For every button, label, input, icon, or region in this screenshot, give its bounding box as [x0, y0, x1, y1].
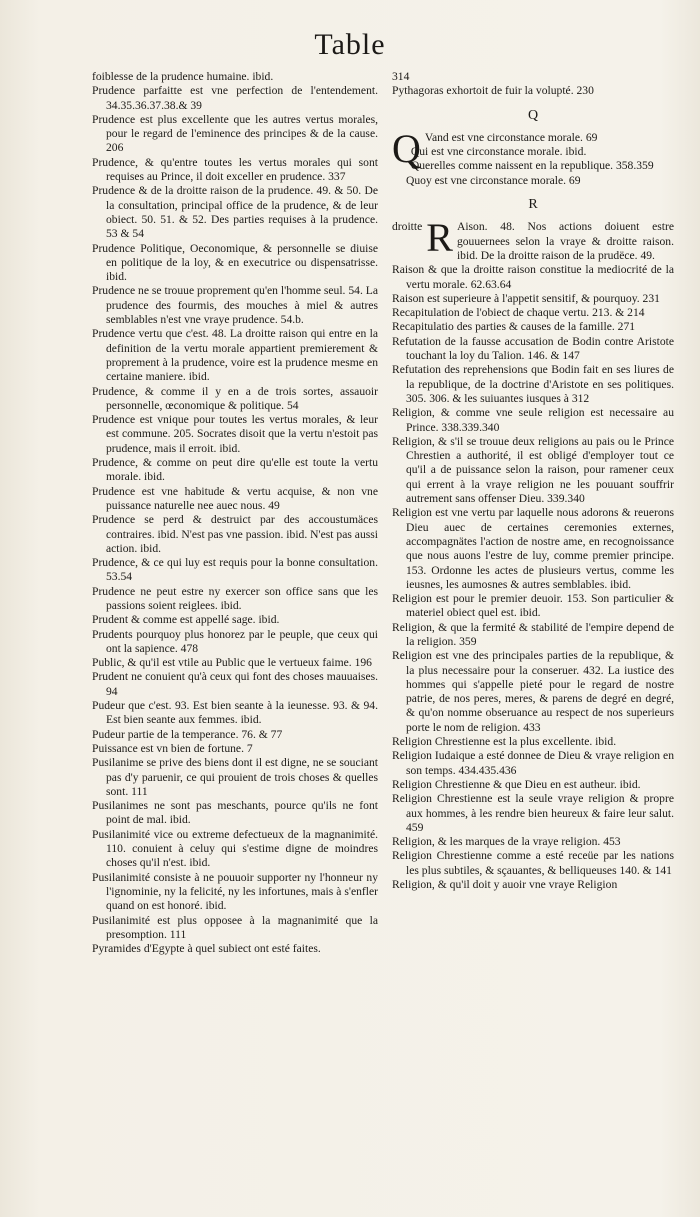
index-entry: Pusilanimité est plus opposee à la magnanimité que la presomption. 111 [92, 913, 378, 941]
index-entry: Prudence ne peut estre ny exercer son office sans que les passions soient reiglees. ibid. [92, 584, 378, 612]
index-entry: Religion est vne des principales parties de la republique, & la plus necessaire pour la conseruer. 432. La iustice des hommes qui s'appelle pieté pour le regard de nostre patrie, de nos peres, meres, & parens de degré en degré, & qu'on nomme obseruance au respect de nos superieurs porte le nom de religion. 433 [392, 649, 674, 734]
r-first-word: droitte [392, 220, 423, 234]
index-entry: Puissance est vn bien de fortune. 7 [92, 741, 253, 755]
index-entry: Prudence, & comme on peut dire qu'elle est toute la vertu morale. ibid. [92, 456, 378, 484]
index-entry: Recapitulation de l'obiect de chaque vertu. 213. & 214 [392, 306, 645, 320]
index-entry: 314 [392, 70, 410, 83]
index-entry: Prudence ne se trouue proprement qu'en l'homme seul. 54. La prudence des fourmis, des mouches à miel & autres semblables n'est vne vraye prudence. 54.b. [92, 284, 378, 327]
page-title: Table [314, 28, 386, 61]
index-entry: Prudence est plus excellente que les autres vertus morales, pour le regard de l'eminence des principes & de la cause. 206 [92, 112, 378, 155]
index-entry: Prudence, & ce qui luy est requis pour la bonne consultation. 53.54 [92, 556, 378, 584]
index-entry: Prudents pourquoy plus honorez par le peuple, que ceux qui ont la sapience. 478 [92, 627, 378, 655]
index-entry: Pudeur partie de la temperance. 76. & 77 [92, 727, 283, 741]
left-column [92, 70, 378, 956]
index-entry: Religion, & s'il se trouue deux religions au pais ou le Prince Chrestien a authorité, il est obligé d'employer tout ce qu'il a de puissance selon la raison, pour ramener ceux qui errent à la vraye religion ne les pouuant souffrir autrement sans offenser Dieu. 339.340 [392, 434, 674, 506]
section-r-entries [392, 215, 674, 892]
index-entry: Pythagoras exhortoit de fuir la volupté. 230 [392, 84, 594, 98]
section-q-entries [392, 125, 674, 188]
index-entry: Querelles comme naissent en la republique. 358.359 [410, 159, 654, 173]
dropcap-r: R [426, 215, 453, 261]
index-entry: Prudence est vnique pour toutes les vertus morales, & leur est commune. 205. Socrates disoit que la vertu n'estoit pas prudence, mais il erroit. ibid. [92, 413, 378, 455]
index-entry: Religion, & comme vne seule religion est necessaire au Prince. 338.339.340 [392, 406, 674, 434]
right-column [392, 70, 674, 892]
index-entry: Prudence, & comme il y en a de trois sortes, assauoir personnelle, œconomique & politique. 54 [92, 384, 378, 412]
index-entry: Pusilanime se prive des biens dont il est digne, ne se souciant pas d'y paruenir, ce qui prouient de trois choses & quelles sont. 111 [92, 756, 378, 798]
index-entry: Prudence, & qu'entre toutes les vertus morales qui sont requises au Prince, il doit exceller en prudence. 337 [92, 155, 378, 184]
index-entry: Pusilanimité vice ou extreme defectueux de la magnanimité. 110. conuient à celuy qui s'estime digne de moindres choses qu'il n'est. ibid. [92, 827, 378, 870]
index-entry: Quoy est vne circonstance morale. 69 [406, 173, 581, 187]
index-entry: Aison. 48. Nos actions doiuent estre gouuernees selon la vraye & droitte raison. ibid. De la droitte raison de la prudëce. 49. [456, 220, 674, 262]
index-entry: Prudence est vne habitude & vertu acquise, & non vne puissance naturelle nee auec nous. 49 [92, 484, 378, 512]
index-entry: Public, & qu'il est vtile au Public que le vertueux faime. 196 [92, 656, 372, 670]
dropcap-q: Q [392, 125, 421, 171]
index-entry: Pusilanimes ne sont pas meschants, pource qu'ils ne font point de mal. ibid. [92, 799, 378, 827]
index-entry: Prudent & comme est appellé sage. ibid. [92, 613, 280, 627]
index-entry: Pudeur que c'est. 93. Est bien seante à la ieunesse. 93. & 94. Est bien seante aux femmes. ibid. [92, 699, 378, 727]
index-entry: Prudence se perd & destruict par des accoustumäces contraires. ibid. N'est pas vne passion. ibid. N'est pas aussi action. ibid. [92, 513, 378, 555]
index-entry: Vand est vne circonstance morale. 69 [424, 130, 598, 144]
index-entry: Recapitulatio des parties & causes de la famille. 271 [392, 320, 636, 334]
index-entry: Religion est pour le premier deuoir. 153. Son particulier & materiel obiect quel est. ibid. [392, 592, 674, 620]
index-entry: Religion Chrestienne & que Dieu en est autheur. ibid. [392, 777, 641, 791]
index-entry: Refutation des reprehensions que Bodin fait en ses liures de la republique, de la doctrine d'Aristote en ses politiques. 305. 306. & les suiuantes iusques à 312 [392, 363, 674, 405]
section-letter-q: Q [527, 107, 539, 123]
section-letter-r: R [528, 197, 538, 213]
index-entry: Religion Iudaique a esté donnee de Dieu & vraye religion en son temps. 434.435.436 [392, 749, 674, 777]
index-entry: Pyramides d'Egypte à quel subiect ont esté faites. [92, 942, 321, 956]
index-entry: Religion Chrestienne est la seule vraye religion & propre aux hommes, à les rendre bien heureux & faire leur salut. 459 [392, 792, 674, 834]
index-entry: Religion, & que la fermité & stabilité de l'empire depend de la religion. 359 [392, 620, 674, 648]
index-entry: Religion, & qu'il doit y auoir vne vraye Religion [392, 878, 618, 892]
index-entry: Raison & que la droitte raison constitue la mediocrité de la vertu morale. 62.63.64 [392, 263, 674, 291]
index-entry: Prudent ne conuient qu'à ceux qui font des choses mauuaises. 94 [92, 670, 378, 698]
index-entry: foiblesse de la prudence humaine. ibid. [92, 70, 274, 83]
index-entry: Religion, & les marques de la vraye religion. 453 [392, 835, 621, 849]
index-entry: Pusilanimité consiste à ne pouuoir supporter ny l'honneur ny l'ignominie, ny la felicité, ny les infortunes, mais à s'enfler quand on est honoré. ibid. [92, 870, 378, 913]
index-entry: Prudence & de la droitte raison de la prudence. 49. & 50. De la consultation, principal office de la prudence, & de leur obiect. 50. 51. & 52. Des parties requises à la prudence. 53 & 54 [92, 184, 378, 241]
index-entry: Qui est vne circonstance morale. ibid. [410, 145, 587, 159]
index-entry: Prudence parfaitte est vne perfection de l'entendement. 34.35.36.37.38.& 39 [92, 84, 378, 112]
index-entry: Prudence vertu que c'est. 48. La droitte raison qui entre en la definition de la vertu morale appartient premierement & proprement à la prudence, voire est la prudence mesme en certaine maniere. ibid. [92, 327, 378, 384]
index-entry: Raison est superieure à l'appetit sensitif, & pourquoy. 231 [392, 291, 660, 305]
index-entry: Religion Chrestienne est la plus excellente. ibid. [392, 735, 617, 749]
index-entry: Religion Chrestienne comme a esté receüe par les nations les plus subtiles, & sçauantes, & belliqueuses 140. & 141 [392, 849, 674, 877]
index-entry: Religion est vne vertu par laquelle nous adorons & reuerons Dieu auec de certaines ceremonies externes, accompagnätes l'action de nostre ame, en recognoissance que nous auons l'estre de luy, comme premier principe. 153. Ordonne les actes de plusieurs vertus, comme les ieusnes, les aumosnes & autres semblables. ibid. [392, 506, 674, 591]
index-entry: Refutation de la fausse accusation de Bodin contre Aristote touchant la loy du Talion. 146. & 147 [392, 334, 674, 363]
index-entry: Prudence Politique, Oeconomique, & personnelle se diuise en politique de la loy, & en executrice ou dispensatrisse. ibid. [92, 241, 378, 284]
